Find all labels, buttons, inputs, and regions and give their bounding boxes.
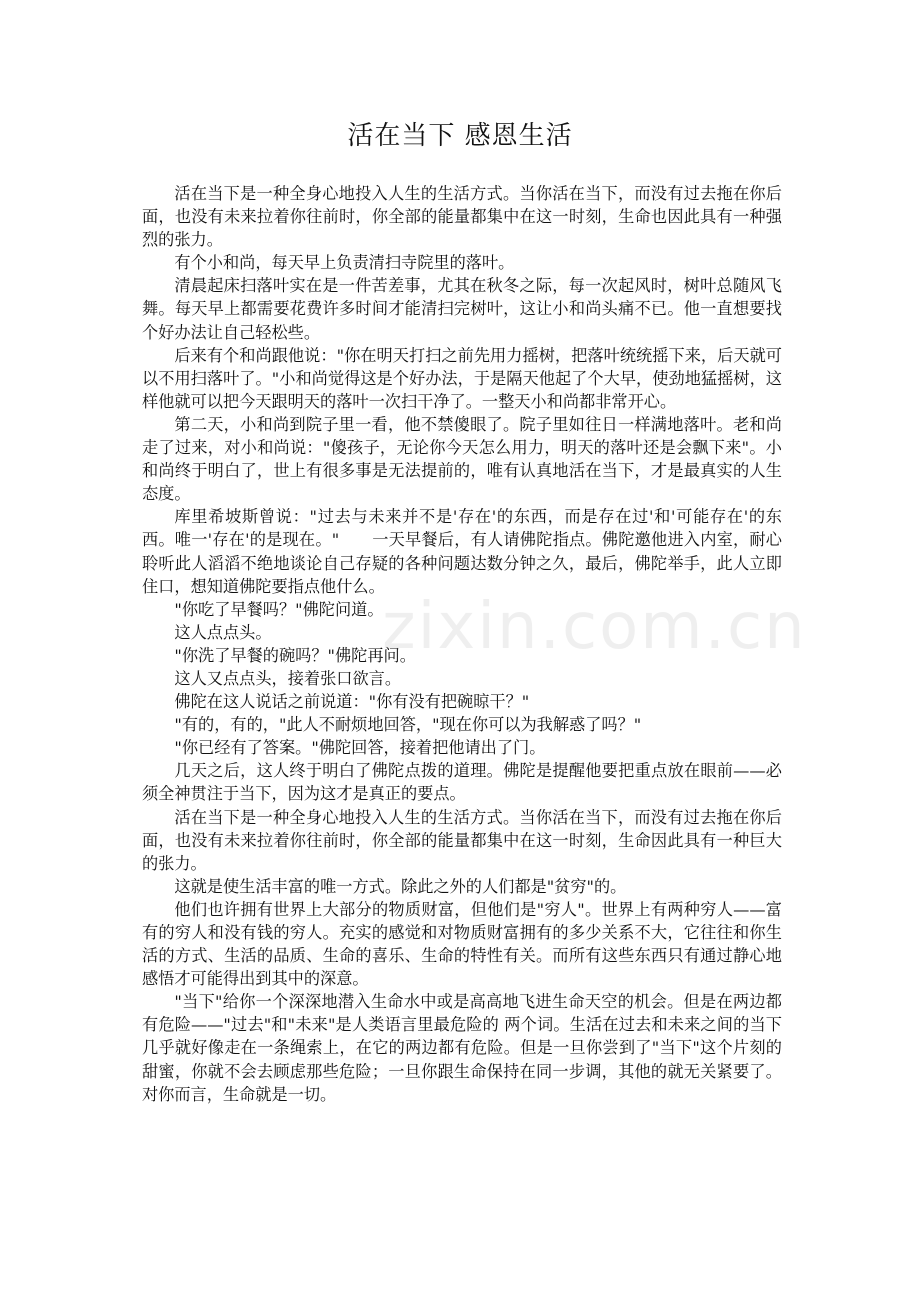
paragraph-7: "你吃了早餐吗？"佛陀问道。 <box>174 599 384 619</box>
paragraph-17: 他们也许拥有世界上大部分的物质财富，但他们是"穷人"。世界上有两种穷人——富有的穷人和没有钱的穷人。充实的感觉和对物质财富拥有的多少关系不大，它往往和你生活的方式、生活的品质、生命的喜乐、生命的特性有关。而所有这些东西只有通过静心地感悟才可能得出到其中的深意。 <box>142 899 782 989</box>
document-title: 活在当下 感恩生活 <box>347 121 573 151</box>
paragraph-9: "你洗了早餐的碗吗？"佛陀再问。 <box>174 645 416 665</box>
paragraph-18: "当下"给你一个深深地潜入生命水中或是高高地飞进生命天空的机会。但是在两边都有危险——"过去"和"未来"是人类语言里最危险的 两个词。生活在过去和未来之间的当下几乎就好像走在一条绳索上，在它的两边都有危险。但是一旦你尝到了"当下"这个片刻的甜蜜，你就不会去顾虑那些危险；一旦你跟生命保持在同一步调，其他的就无关紧要了。对你而言，生命就是一切。 <box>142 992 782 1104</box>
watermark: zixin.com.cn <box>382 590 807 664</box>
paragraph-16: 这就是使生活丰富的唯一方式。除此之外的人们都是"贫穷"的。 <box>174 876 627 896</box>
paragraph-6: 库里希坡斯曾说："过去与未来并不是'存在'的东西，而是存在过'和'可能存在'的东西。唯一'存在'的是现在。" 一天早餐后，有人请佛陀指点。佛陀邀他进入内室，耐心聆听此人滔滔不绝地谈论自己存疑的各种问题达数分钟之久，最后，佛陀举手，此人立即住口，想知道佛陀要指点他什么。 <box>142 507 782 596</box>
paragraph-3: 清晨起床扫落叶实在是一件苦差事，尤其在秋冬之际，每一次起风时，树叶总随风飞舞。每天早上都需要花费许多时间才能清扫完树叶，这让小和尚头痛不已。他一直想要找个好办法让自己轻松些。 <box>142 276 782 342</box>
paragraph-11: 佛陀在这人说话之前说道："你有没有把碗晾干？" <box>174 692 530 712</box>
paragraph-14: 几天之后，这人终于明白了佛陀点拨的道理。佛陀是提醒他要把重点放在眼前——必须全神贯注于当下，因为这才是真正的要点。 <box>142 761 782 804</box>
paragraph-15: 活在当下是一种全身心地投入人生的生活方式。当你活在当下，而没有过去拖在你后面，也没有未来拉着你往前时，你全部的能量都集中在这一时刻，生命因此具有一种巨大的张力。 <box>142 807 782 873</box>
paragraph-5: 第二天，小和尚到院子里一看，他不禁傻眼了。院子里如往日一样满地落叶。老和尚走了过来，对小和尚说："傻孩子，无论你今天怎么用力，明天的落叶还是会飘下来"。小和尚终于明白了，世上有很多事是无法提前的，唯有认真地活在当下，才是最真实的人生态度。 <box>142 414 782 504</box>
paragraph-4: 后来有个和尚跟他说："你在明天打扫之前先用力摇树，把落叶统统摇下来，后天就可以不用扫落叶了。"小和尚觉得这是个好办法，于是隔天他起了个大早，使劲地猛摇树，这样他就可以把今天跟明天的落叶一次扫干净了。一整天小和尚都非常开心。 <box>142 345 782 411</box>
paragraph-8: 这人点点头。 <box>174 622 272 642</box>
paragraph-12: "有的，有的，"此人不耐烦地回答，"现在你可以为我解惑了吗？" <box>174 715 642 735</box>
paragraph-1: 活在当下是一种全身心地投入人生的生活方式。当你活在当下，而没有过去拖在你后面，也没有未来拉着你往前时，你全部的能量都集中在这一时刻，生命也因此具有一种强烈的张力。 <box>142 184 782 250</box>
document-body <box>142 182 782 1106</box>
paragraph-13: "你已经有了答案。"佛陀回答，接着把他请出了门。 <box>174 738 546 758</box>
paragraph-2: 有个小和尚，每天早上负责清扫寺院里的落叶。 <box>174 253 515 273</box>
paragraph-10: 这人又点点头，接着张口欲言。 <box>174 668 402 688</box>
